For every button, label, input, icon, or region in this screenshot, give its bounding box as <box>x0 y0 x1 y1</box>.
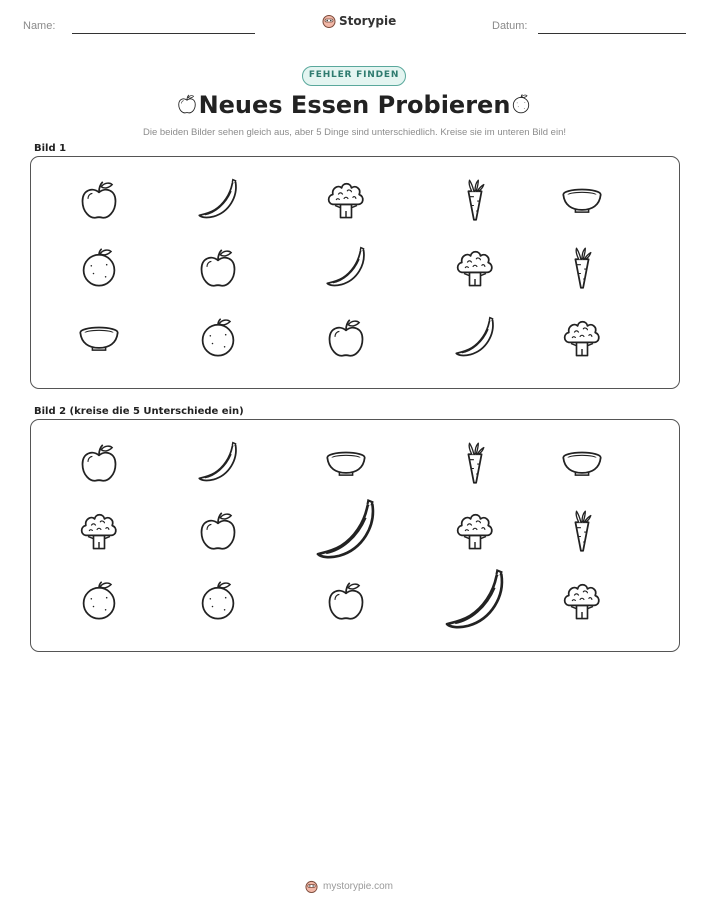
carrot-icon[interactable] <box>453 178 497 222</box>
name-label: Name: <box>23 20 56 32</box>
picture-1-label: Bild 1 <box>34 143 67 154</box>
instructions: Die beiden Bilder sehen gleich aus, aber 5 Dinge sind unterschiedlich. Kreise sie im unteren Bild ein! <box>143 127 566 138</box>
broccoli-icon[interactable] <box>453 246 497 290</box>
storypie-logo-icon <box>322 14 336 28</box>
bowl-icon[interactable] <box>77 316 121 360</box>
apple-icon[interactable] <box>324 316 368 360</box>
broccoli-icon[interactable] <box>560 316 604 360</box>
apple-icon[interactable] <box>77 178 121 222</box>
storypie-logo-icon <box>305 880 318 893</box>
banana-icon[interactable] <box>324 246 368 290</box>
brand <box>322 14 396 28</box>
orange-icon[interactable] <box>77 246 121 290</box>
orange-icon[interactable] <box>196 316 240 360</box>
bowl-icon[interactable] <box>560 441 604 485</box>
date-label: Datum: <box>492 20 528 32</box>
picture-2-label: Bild 2 (kreise die 5 Unterschiede ein) <box>34 406 244 417</box>
orange-icon[interactable] <box>77 579 121 623</box>
bowl-icon[interactable] <box>560 178 604 222</box>
banana-icon[interactable] <box>196 441 240 485</box>
carrot-icon[interactable] <box>560 246 604 290</box>
orange-icon[interactable] <box>196 579 240 623</box>
apple-icon[interactable] <box>196 509 240 553</box>
footer <box>305 880 393 893</box>
broccoli-icon[interactable] <box>560 579 604 623</box>
broccoli-icon[interactable] <box>324 178 368 222</box>
carrot-icon[interactable] <box>453 441 497 485</box>
brand-name: Storypie <box>339 14 397 28</box>
category-tag: FEHLER FINDEN <box>302 66 406 86</box>
banana-icon[interactable] <box>442 568 508 634</box>
banana-icon[interactable] <box>313 498 379 564</box>
orange-icon <box>510 93 532 119</box>
apple-icon[interactable] <box>77 441 121 485</box>
date-line[interactable] <box>538 33 686 34</box>
banana-icon[interactable] <box>453 316 497 360</box>
banana-icon[interactable] <box>196 178 240 222</box>
bowl-icon[interactable] <box>324 441 368 485</box>
apple-icon[interactable] <box>196 246 240 290</box>
picture-1-panel <box>30 156 680 389</box>
page-title: Neues Essen Probieren <box>198 91 511 119</box>
picture-2-panel <box>30 419 680 652</box>
broccoli-icon[interactable] <box>453 509 497 553</box>
name-line[interactable] <box>72 33 255 34</box>
broccoli-icon[interactable] <box>77 509 121 553</box>
apple-icon[interactable] <box>324 579 368 623</box>
footer-site[interactable]: mystorypie.com <box>323 881 394 892</box>
carrot-icon[interactable] <box>560 509 604 553</box>
